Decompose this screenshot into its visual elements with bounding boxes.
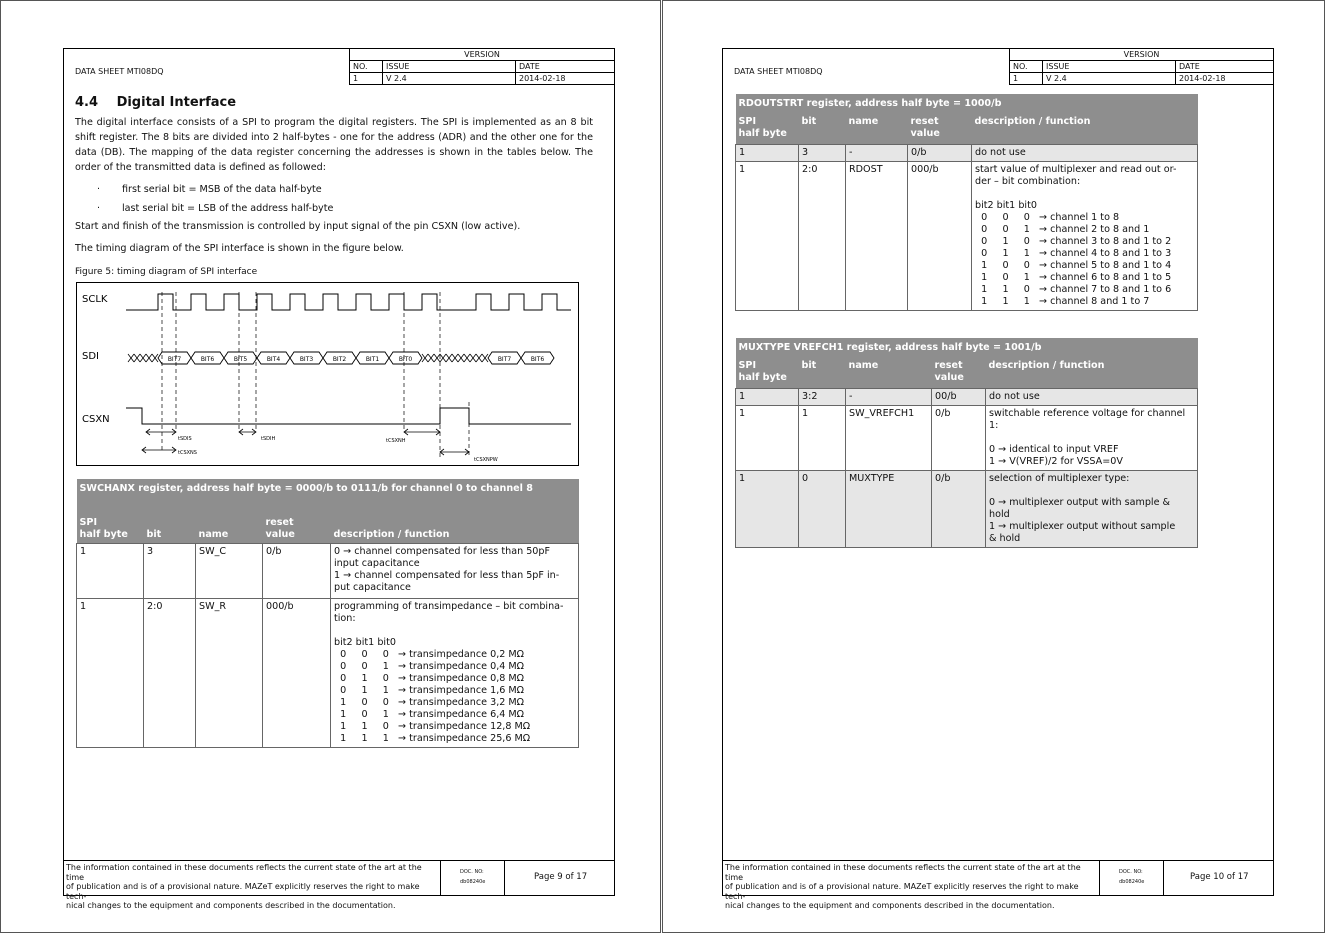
cell: SW_R	[196, 598, 263, 747]
footer-docno: db08240e	[1119, 879, 1145, 885]
cell: 1	[736, 388, 799, 405]
col-header-spi: SPI half byte	[77, 507, 144, 543]
paragraph-csxn: Start and finish of the transmission is controlled by input signal of the pin CSXN (low active).	[75, 221, 521, 232]
col-header-reset: reset value	[263, 507, 331, 543]
table-row	[736, 470, 1198, 547]
col-header-spi: SPI half byte	[736, 114, 799, 144]
figure-caption: Figure 5: timing diagram of SPI interface	[75, 267, 258, 277]
col-header-name: name	[196, 507, 263, 543]
muxtype-table	[735, 338, 1198, 548]
table-row	[77, 543, 579, 598]
sdi-bit-label: BIT1	[365, 356, 380, 363]
col-header-spi: SPI half byte	[736, 358, 799, 388]
swchanx-table	[76, 479, 579, 748]
col-header-desc: description / function	[972, 114, 1198, 144]
intro-paragraph: The digital interface consists of a SPI to program the digital registers. The SPI is implemented as an 8 bit shift register. The 8 bits are divided into 2 half-bytes - one for the address (ADR) and the other one for the data (DB). The mapping of the data register concerning the addresses is shown in the tables below. The order of the transmitted data is defined as followed:	[75, 117, 593, 173]
sdi-bit-label: BIT7	[497, 356, 512, 363]
label-tcsxnpw: tCSXNPW	[474, 457, 498, 463]
cell: 0	[799, 470, 846, 547]
footer-docno-label: DOC. NO:	[1119, 869, 1143, 875]
footer-divider	[1099, 860, 1100, 896]
date-value: 2014-02-18	[1176, 73, 1274, 85]
header-version-table	[349, 48, 615, 85]
issue-value: V 2.4	[1043, 73, 1176, 85]
table-row	[77, 598, 579, 747]
cell: 3	[799, 144, 846, 161]
sdi-bit-label: BIT0	[398, 356, 413, 363]
cell: -	[846, 144, 908, 161]
paragraph-timing: The timing diagram of the SPI interface is shown in the figure below.	[75, 243, 404, 254]
version-label: VERSION	[350, 49, 615, 61]
swchanx-title: SWCHANX register, address half byte = 0000/b to 0111/b for channel 0 to channel 8	[77, 479, 579, 507]
footer-divider	[1163, 860, 1164, 896]
cell: SW_VREFCH1	[846, 405, 932, 470]
cell: 3	[144, 543, 196, 598]
section-number: 4.4	[75, 95, 99, 110]
version-label: VERSION	[1010, 49, 1274, 61]
cell: SW_C	[196, 543, 263, 598]
footer-page-number: Page 10 of 17	[1190, 872, 1249, 882]
cell: 000/b	[263, 598, 331, 747]
cell: 1	[77, 598, 144, 747]
cell: 1	[736, 470, 799, 547]
sdi-bit-label: BIT5	[233, 356, 248, 363]
cell: programming of transimpedance – bit combina- tion: bit2 bit1 bit0 0 0 0 → transimpedance 0,2 MΩ 0 0 1 → transimpedance 0,4 MΩ 0 1 0 → transimpedance 0,8 MΩ 0 1 1 → transimpedance 1,6 MΩ 1 0 0 → transimpedance 3,2 MΩ 1 0 1 → transimpedance 6,4 MΩ 1 1 0 → transimpedance 12,8 MΩ 1 1 1 → transimpedance 25,6 MΩ	[331, 598, 579, 747]
bullet-text-2: last serial bit = LSB of the address half-byte	[122, 203, 334, 214]
cell: do not use	[986, 388, 1198, 405]
cell: 0 → channel compensated for less than 50pF input capacitance 1 → channel compensated for less than 5pF in- put capacitance	[331, 543, 579, 598]
sdi-bit-label: BIT6	[200, 356, 215, 363]
page-10	[662, 0, 1325, 933]
label-tsdih: tSDIH	[261, 436, 276, 442]
cell: 00/b	[932, 388, 986, 405]
cell: 0/b	[932, 405, 986, 470]
cell: 1	[799, 405, 846, 470]
no-label: NO.	[1010, 61, 1043, 73]
page-frame	[63, 48, 615, 896]
col-header-desc: description / function	[986, 358, 1198, 388]
footer-docno-label: DOC. NO:	[460, 869, 484, 875]
bullet-item: ·	[97, 184, 101, 195]
cell: 2:0	[144, 598, 196, 747]
bullet-item: ·	[97, 203, 101, 214]
col-header-desc: description / function	[331, 507, 579, 543]
col-header-name: name	[846, 114, 908, 144]
cell: RDOST	[846, 161, 908, 310]
col-header-reset: reset value	[932, 358, 986, 388]
bullet-text-1: first serial bit = MSB of the data half-byte	[122, 184, 322, 195]
issue-label: ISSUE	[383, 61, 516, 73]
col-header-bit: bit	[144, 507, 196, 543]
table-row	[736, 161, 1198, 310]
table-row	[736, 144, 1198, 161]
footer-page-number: Page 9 of 17	[534, 872, 588, 882]
cell: 1	[736, 144, 799, 161]
cell: start value of multiplexer and read out or- der – bit combination: bit2 bit1 bit0 0 0 0 → channel 1 to 8 0 0 1 → channel 2 to 8 and 1 0 1 0 → channel 3 to 8 and 1 to 2 0 1 1 → channel 4 to 8 and 1 to 3 1 0 0 → channel 5 to 8 and 1 to 4 1 0 1 → channel 6 to 8 and 1 to 5 1 1 0 → channel 7 to 8 and 1 to 6 1 1 1 → channel 8 and 1 to 7	[972, 161, 1198, 310]
no-value: 1	[1010, 73, 1043, 85]
issue-label: ISSUE	[1043, 61, 1176, 73]
sdi-bit-label: BIT6	[530, 356, 545, 363]
section-title	[75, 95, 236, 110]
cell: 000/b	[908, 161, 972, 310]
header-doc-title: DATA SHEET MTI08DQ	[75, 67, 164, 76]
cell: 2:0	[799, 161, 846, 310]
cell: 0/b	[932, 470, 986, 547]
footer-disclaimer: The information contained in these documents reflects the current state of the art at the time of publication and is of a provisional nature. MAZeT explicitly reserves the right to make tech- nical changes to the equipment and components described in the documentation.	[66, 863, 422, 910]
sdi-bit-label: BIT2	[332, 356, 347, 363]
sdi-bit-label: BIT7	[167, 356, 182, 363]
col-header-reset: reset value	[908, 114, 972, 144]
label-tcsxns: tCSXNS	[178, 450, 197, 456]
date-label: DATE	[516, 61, 615, 73]
cell: MUXTYPE	[846, 470, 932, 547]
cell: -	[846, 388, 932, 405]
sdi-bit-label: BIT4	[266, 356, 281, 363]
table-row	[736, 388, 1198, 405]
rdoutstrt-title: RDOUTSTRT register, address half byte = 1000/b	[736, 94, 1198, 114]
timing-diagram	[76, 282, 579, 466]
date-label: DATE	[1176, 61, 1274, 73]
section-heading: Digital Interface	[116, 95, 237, 110]
muxtype-title: MUXTYPE VREFCH1 register, address half byte = 1001/b	[736, 338, 1198, 358]
col-header-name: name	[846, 358, 932, 388]
sdi-bit-label: BIT3	[299, 356, 314, 363]
col-header-bit: bit	[799, 114, 846, 144]
date-value: 2014-02-18	[516, 73, 615, 85]
cell: switchable reference voltage for channel 1: 0 → identical to input VREF 1 → V(VREF)/2 for VSSA=0V	[986, 405, 1198, 470]
col-header-bit: bit	[799, 358, 846, 388]
label-tcsxnh: tCSXNH	[386, 438, 406, 444]
header-version-table	[1009, 48, 1274, 85]
no-label: NO.	[350, 61, 383, 73]
cell: selection of multiplexer type: 0 → multiplexer output with sample & hold 1 → multiplexer output without sample & hold	[986, 470, 1198, 547]
cell: 1	[736, 161, 799, 310]
header-doc-title: DATA SHEET MTI08DQ	[734, 67, 823, 76]
cell: do not use	[972, 144, 1198, 161]
page-9	[0, 0, 661, 933]
cell: 3:2	[799, 388, 846, 405]
footer-docno: db08240e	[460, 879, 486, 885]
signal-label-sdi: SDI	[82, 351, 99, 362]
table-row	[736, 405, 1198, 470]
signal-label-csxn: CSXN	[82, 414, 110, 425]
footer-divider	[440, 860, 441, 896]
cell: 1	[736, 405, 799, 470]
label-tsdis: tSDIS	[178, 436, 192, 442]
issue-value: V 2.4	[383, 73, 516, 85]
footer-divider	[504, 860, 505, 896]
footer-disclaimer: The information contained in these documents reflects the current state of the art at the time of publication and is of a provisional nature. MAZeT explicitly reserves the right to make tech- nical changes to the equipment and components described in the documentation.	[725, 863, 1081, 910]
cell: 0/b	[908, 144, 972, 161]
cell: 1	[77, 543, 144, 598]
rdoutstrt-table	[735, 94, 1198, 311]
no-value: 1	[350, 73, 383, 85]
cell: 0/b	[263, 543, 331, 598]
signal-label-sclk: SCLK	[82, 294, 108, 305]
